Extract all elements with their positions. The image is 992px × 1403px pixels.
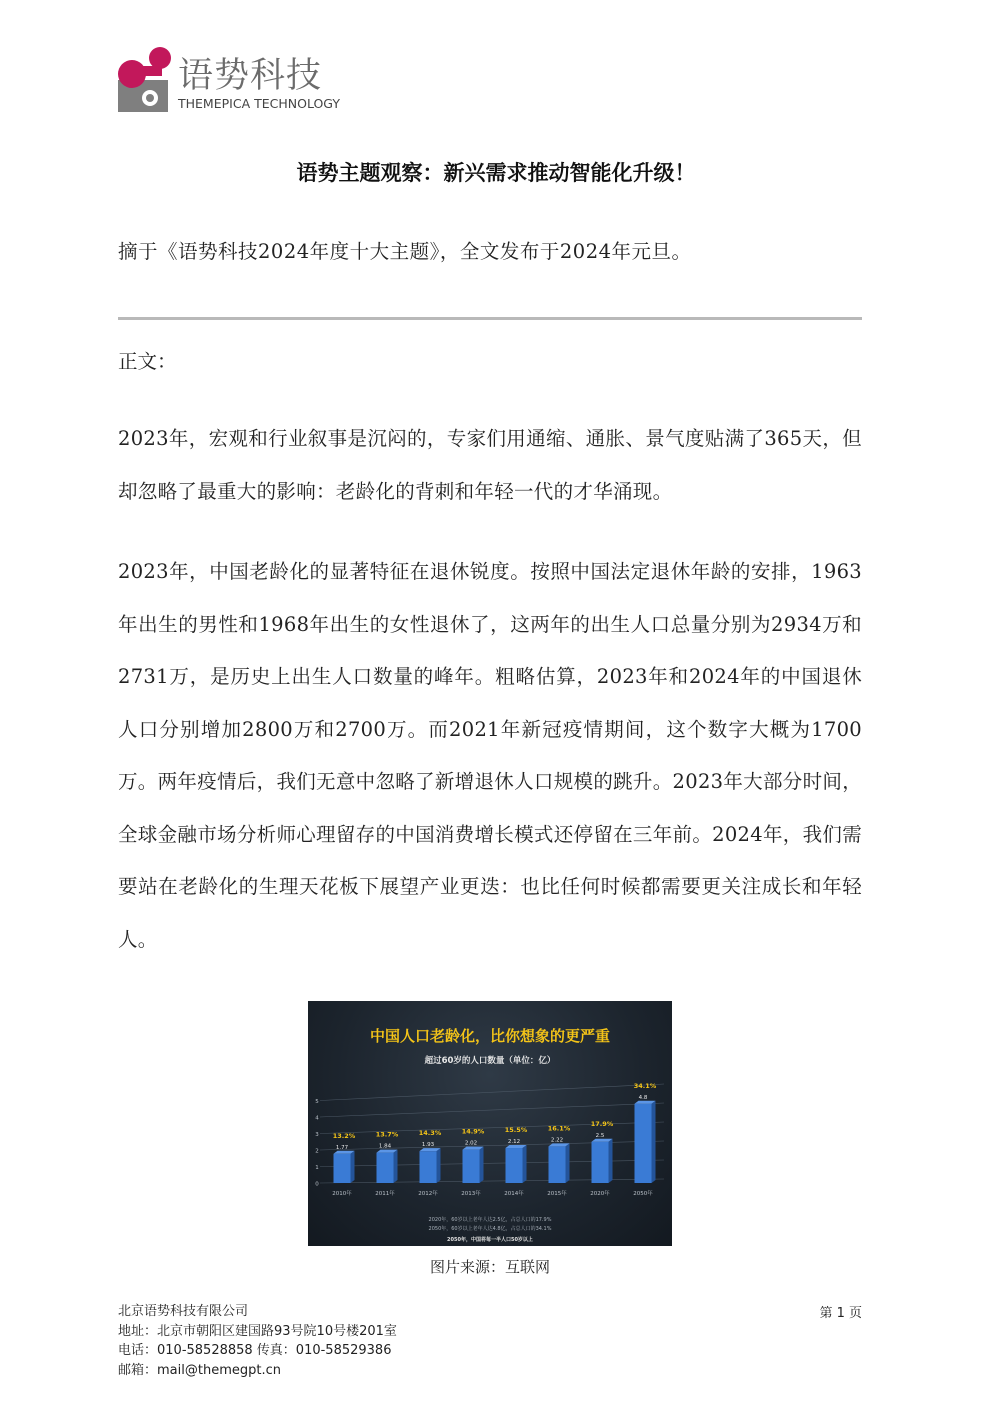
data-label: 4.8 [638,1094,648,1101]
figure-caption: 图片来源：互联网 [429,1258,550,1276]
y-tick-label: 2 [315,1148,319,1155]
footer-phone: 电话：010-58528858 传真：010-58529386 [118,1343,392,1358]
footer-company: 北京语势科技有限公司 [118,1304,249,1319]
x-tick-label: 2020年 [590,1191,610,1197]
data-label: 2.12 [507,1139,521,1146]
chart-note: 2020年，60岁以上老年人达2.5亿，占总人口的17.9% [428,1217,552,1223]
bar [334,1154,351,1183]
section-label: 正文： [118,350,177,373]
logo-text-cn: 语势科技 [178,56,323,96]
bar-side [351,1151,355,1183]
bar-side [480,1147,484,1183]
data-label: 2.02 [464,1140,478,1147]
bar [420,1151,437,1183]
percent-label: 14.3% [418,1129,442,1138]
data-label: 1.93 [421,1142,435,1149]
x-tick-label: 2013年 [461,1191,481,1197]
bar [592,1142,609,1183]
footer-address: 地址：北京市朝阳区建国路93号院10号楼201室 [118,1323,397,1339]
x-tick-label: 2012年 [418,1191,438,1197]
paragraph-1: 2023年，宏观和行业叙事是沉闷的，专家们用通缩、通胀、景气度贴满了365天，但却忽略了最重大的影响：老龄化的背刺和年轻一代的才华涌现。 [118,427,862,503]
y-tick-label: 1 [315,1165,319,1171]
percent-label: 13.7% [375,1130,399,1139]
y-tick-label: 0 [315,1181,319,1188]
data-label: 1.77 [335,1144,349,1151]
divider [118,317,862,320]
company-logo [118,42,358,114]
grid-line [320,1103,664,1117]
percent-label: 34.1% [633,1081,657,1090]
y-tick-label: 4 [315,1115,319,1122]
bar [463,1150,480,1183]
percent-label: 17.9% [590,1119,614,1128]
paragraph-2: 2023年，中国老龄化的显著特征在退休锐度。按照中国法定退休年龄的安排，1963年出生的男性和1968年出生的女性退休了，这两年的出生人口总量分别为2934万和2731万，是历史上出生人口数量的峰年。粗略估算，2023年和2024年的中国退休人口分别增加2800万和2700万。而2021年新冠疫情期间，这个数字大概为1700万。两年疫情后，我们无意中忽略了新增退休人口规模的跳升。2023年大部分时间，全球金融市场分析师心理留存的中国消费增长模式还停留在三年前。2024年，我们需要站在老龄化的生理天花板下展望产业更迭：也比任何时候都需要更关注成长和年轻人。 [118,560,862,951]
y-tick-label: 5 [315,1099,319,1105]
document-title: 语势主题观察：新兴需求推动智能化升级！ [296,161,696,185]
percent-label: 13.2% [332,1131,356,1140]
bar-side [609,1139,613,1183]
bar-side [652,1101,656,1183]
bar-side [394,1150,398,1183]
bar-side [523,1145,527,1183]
aging-population-chart [308,1001,672,1246]
chart-note: 2050年，60岁以上老年人达4.8亿，占总人口的34.1% [428,1226,552,1232]
bar [635,1104,652,1183]
x-tick-label: 2015年 [547,1191,567,1197]
document-subtitle: 摘于《语势科技2024年度十大主题》，全文发布于2024年元旦。 [118,240,692,263]
y-tick-label: 3 [315,1132,319,1138]
data-label: 2.22 [550,1137,564,1144]
data-label: 2.5 [595,1132,605,1139]
bar-side [437,1148,441,1183]
chart-title: 中国人口老龄化，比你想象的更严重 [369,1027,611,1045]
bar [377,1153,394,1183]
chart-canvas [308,1001,672,1246]
data-label: 1.84 [378,1143,392,1150]
page-number: 第 1 页 [819,1306,862,1321]
percent-label: 14.9% [461,1127,485,1136]
logo-text-en: THEMEPICA TECHNOLOGY [178,96,340,111]
x-tick-label: 2050年 [633,1191,653,1197]
bar [549,1146,566,1183]
bar [506,1148,523,1183]
logo-mark-icon [118,46,174,112]
chart-subtitle: 超过60岁的人口数量（单位：亿） [424,1056,556,1066]
percent-label: 15.5% [504,1126,528,1135]
footer-email: 邮箱：mail@themegpt.cn [118,1362,281,1378]
chart-note: 2050年，中国将每一半人口50岁以上 [447,1237,533,1243]
page-footer [118,1302,397,1380]
x-tick-label: 2010年 [332,1191,352,1197]
x-tick-label: 2011年 [375,1191,395,1197]
bar-side [566,1143,570,1183]
grid-line [320,1081,664,1101]
x-tick-label: 2014年 [504,1191,524,1197]
percent-label: 16.1% [547,1124,571,1133]
